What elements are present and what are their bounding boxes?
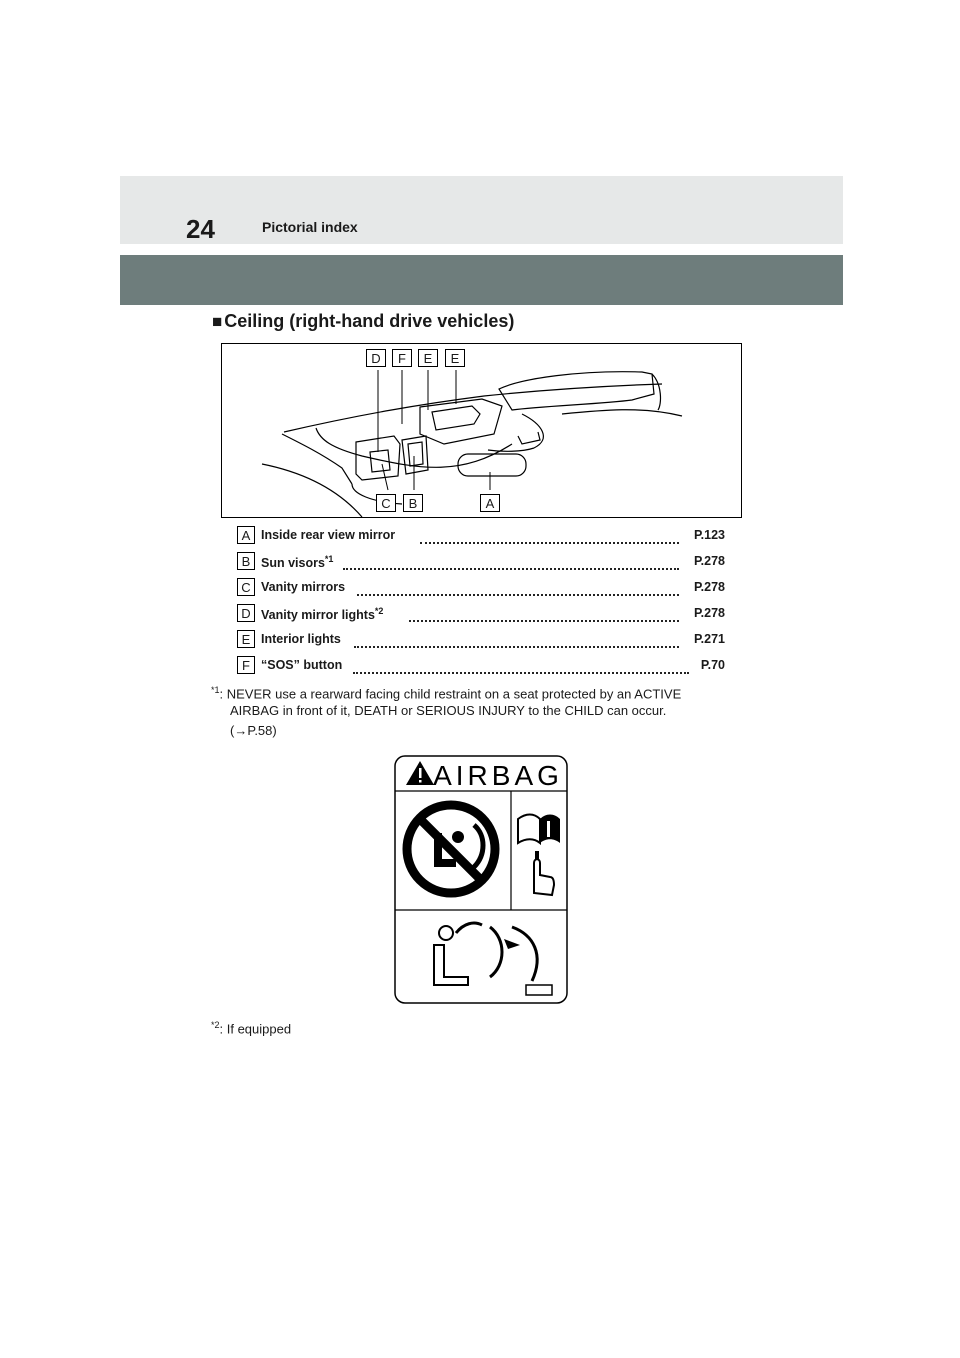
item-letter: D (237, 604, 255, 622)
list-item (237, 630, 725, 656)
page-number: 24 (186, 214, 215, 244)
leader-dots (357, 580, 679, 596)
item-label: Vanity mirror lights$^{*2}$ (261, 606, 384, 623)
list-item (237, 526, 725, 552)
sub-heading (212, 311, 514, 332)
airbag-title: AIRBAG (433, 760, 563, 791)
item-letter: F (237, 656, 255, 674)
item-letter: B (237, 552, 255, 570)
callout-a: A (480, 494, 500, 512)
callout-e-1: E (418, 349, 438, 367)
footnote-1-line-1: : NEVER use a rearward facing child restraint on a seat protected by an ACTIVE (219, 686, 682, 702)
footnote-1-line-3[interactable]: (→P.58) (230, 723, 277, 738)
list-item (237, 578, 725, 604)
item-label: Sun visors$^{*1}$ (261, 554, 334, 571)
leader-dots (420, 528, 679, 544)
callout-f: F (392, 349, 412, 367)
footnote-1-mark: *1 (211, 685, 220, 695)
callout-c: C (376, 494, 396, 512)
footnote-2 (211, 1016, 291, 1038)
item-label: Inside rear view mirror (261, 528, 396, 542)
list-item (237, 604, 725, 630)
item-letter: C (237, 578, 255, 596)
item-letter: A (237, 526, 255, 544)
item-label: Interior lights (261, 632, 341, 646)
item-page-ref[interactable]: P.271 (693, 632, 725, 646)
component-list (237, 526, 725, 682)
list-item (237, 552, 725, 578)
header-band (120, 176, 843, 244)
item-label: Vanity mirrors (261, 580, 346, 594)
callout-b: B (403, 494, 423, 512)
item-label: “SOS” button (261, 658, 343, 672)
section-band (120, 255, 843, 305)
leader-dots (409, 606, 679, 622)
airbag-warning-label (394, 755, 568, 1004)
heading-marker: ■ (212, 312, 223, 331)
heading-text: Ceiling (right-hand drive vehicles) (224, 311, 515, 331)
callout-e-2: E (445, 349, 465, 367)
leader-dots (343, 554, 679, 570)
ceiling-drawing (222, 344, 741, 517)
airbag-label-drawing (394, 755, 568, 1004)
section-title: Pictorial index (262, 219, 358, 235)
ceiling-illustration (221, 343, 742, 518)
footnote-ref: *1 (324, 554, 334, 564)
item-page-ref[interactable]: P.278 (693, 580, 725, 594)
item-page-ref[interactable]: P.70 (700, 658, 725, 672)
item-page-ref[interactable]: P.278 (693, 606, 725, 620)
item-page-ref[interactable]: P.278 (693, 554, 725, 568)
list-item (237, 656, 725, 682)
footnote-1 (211, 681, 681, 703)
footnote-2-mark: *2 (211, 1020, 220, 1030)
item-letter: E (237, 630, 255, 648)
callout-d: D (366, 349, 386, 367)
leader-dots (354, 632, 679, 648)
item-page-ref[interactable]: P.123 (693, 528, 725, 542)
leader-dots (353, 658, 689, 674)
footnote-2-text: : If equipped (219, 1021, 292, 1037)
footnote-ref: *2 (374, 606, 384, 616)
footnote-1-line-2: AIRBAG in front of it, DEATH or SERIOUS INJURY to the CHILD can occur. (230, 703, 667, 718)
